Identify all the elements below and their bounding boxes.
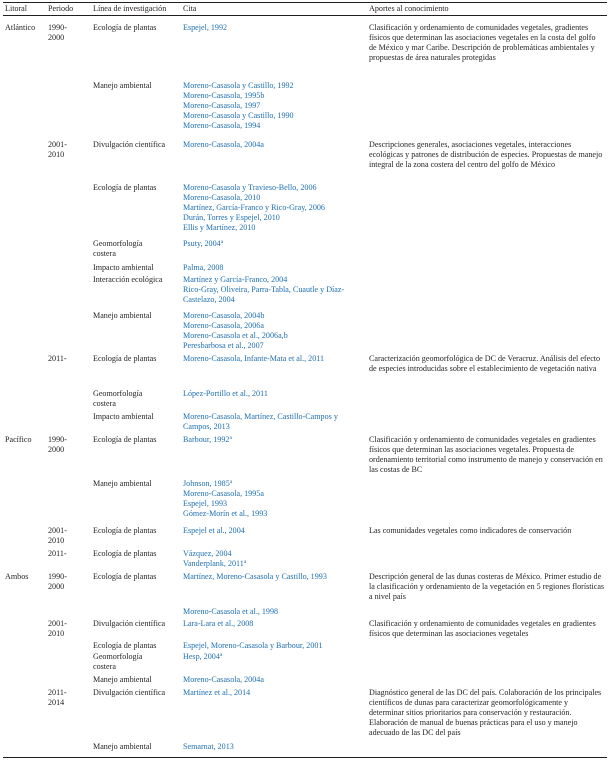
citation-text: Peresbarbosa et al., 2007: [183, 341, 264, 351]
citation-link[interactable]: [183, 354, 324, 364]
cell-linea: Ecología de plantas: [93, 354, 157, 363]
citation-text: Moreno-Casasola, Infante-Mata et al., 2011: [183, 354, 325, 363]
cell-periodo: 2001- 2010: [48, 140, 67, 159]
citation-text: Moreno-Casasola, 2010: [183, 193, 261, 203]
citation-link[interactable]: [183, 389, 268, 399]
citation-text: Durán, Torres y Espejel, 2010: [183, 213, 280, 223]
citation-link[interactable]: [183, 183, 317, 193]
citation-link[interactable]: [183, 111, 294, 121]
citation-text: Gómez-Morín et al., 1993: [183, 509, 268, 519]
cell-aportes: Las comunidades vegetales como indicadores de conservación: [369, 526, 572, 535]
citation-text: Johnson, 1985: [183, 479, 230, 488]
citation-text: Moreno-Casasola y Travieso-Bello, 2006: [183, 183, 317, 192]
citation-text: Moreno-Casasola, 1995b: [183, 91, 265, 101]
citation-text: Martínez y García-Franco, 2004: [183, 275, 288, 284]
citation-text: Martínez et al., 2014: [183, 688, 251, 697]
citation-link[interactable]: [183, 607, 278, 617]
cell-aportes: Clasificación y ordenamiento de comunidades vegetales en gradientes físicos que determinan las asociaciones vegetales. Propuesta de ordenamiento territorial como instrumento de manejo y conservación en las costas de BC: [369, 435, 603, 474]
citation-text: Espejel, 1992: [183, 23, 228, 32]
citation-link[interactable]: [183, 675, 264, 685]
cell-periodo: 2011-: [48, 354, 67, 363]
citation-link[interactable]: [183, 479, 232, 489]
citation-text: Moreno-Casasola y Castillo, 1990: [183, 111, 294, 121]
cell-litoral: Ambos: [5, 572, 29, 581]
citation-link[interactable]: [183, 275, 287, 285]
citation-text: Moreno-Casasola, 2004b: [183, 311, 265, 320]
citation-link[interactable]: [183, 688, 250, 698]
citation-text: Martínez, García-Franco y Rico-Gray, 2006: [183, 203, 325, 213]
cell-linea: Manejo ambiental: [93, 675, 152, 684]
citation-text: Moreno-Casasola y Castillo, 1992: [183, 81, 294, 90]
cell-periodo: 2011- 2014: [48, 688, 67, 707]
citation-link[interactable]: [183, 435, 232, 445]
cell-periodo: 1990- 2000: [48, 572, 67, 591]
cell-aportes: Caracterización geomorfológica de DC de Veracruz. Análisis del efecto de especies introducidas sobre el establecimiento de vegetación nativa: [369, 354, 601, 373]
cell-periodo: 2001- 2010: [48, 619, 67, 638]
citation-text: Vanderplank, 2011: [183, 559, 244, 569]
header-cita: Cita: [183, 4, 197, 13]
citation-link[interactable]: [183, 412, 361, 432]
citation-link[interactable]: [183, 641, 323, 651]
cell-linea: Manejo ambiental: [93, 81, 152, 90]
citation-link[interactable]: [183, 223, 255, 233]
cell-linea: Ecología de plantas: [93, 549, 157, 558]
citation-link[interactable]: [183, 121, 260, 131]
citation-link[interactable]: [183, 559, 246, 569]
cell-litoral: Pacífico: [5, 435, 32, 444]
citation-link[interactable]: [183, 742, 234, 752]
citation-link[interactable]: [183, 193, 260, 203]
citation-text: López-Portillo et al., 2011: [183, 389, 268, 398]
cell-linea: Manejo ambiental: [93, 479, 152, 488]
cell-linea: Ecología de plantas: [93, 641, 157, 650]
citation-link[interactable]: [183, 509, 267, 519]
cell-linea: Geomorfología costera: [93, 652, 143, 671]
citation-link[interactable]: [183, 341, 264, 351]
footnote-marker: a: [229, 435, 232, 441]
cell-periodo: 1990- 2000: [48, 435, 67, 454]
cell-linea: Manejo ambiental: [93, 311, 152, 320]
cell-aportes: Clasificación y ordenamiento de comunidades vegetales en gradientes físicos que determinan las asociaciones vegetales: [369, 619, 596, 638]
citation-link[interactable]: [183, 489, 264, 499]
header-aportes: Aportes al conocimiento: [369, 4, 449, 13]
cell-linea: Geomorfología costera: [93, 389, 143, 408]
citation-link[interactable]: [183, 23, 227, 33]
citation-text: Moreno-Casasola et al., 2006a,b: [183, 331, 288, 341]
citation-link[interactable]: [183, 203, 325, 213]
citation-link[interactable]: [183, 285, 361, 305]
citation-link[interactable]: [183, 263, 223, 273]
cell-periodo: 1990- 2000: [48, 23, 67, 42]
cell-aportes: Descripciones generales, asociaciones vegetales, interacciones ecológicas y patrones de distribución de especies. Propuestas de manejo integral de la zona costera del centro del golfo de México: [369, 140, 603, 169]
citation-link[interactable]: [183, 572, 327, 582]
citation-link[interactable]: [183, 499, 227, 509]
footnote-marker: a: [229, 479, 233, 485]
cell-linea: Divulgación científica: [93, 619, 166, 628]
cell-linea: Manejo ambiental: [93, 742, 152, 751]
cell-linea: Ecología de plantas: [93, 572, 157, 581]
cell-periodo: 2011-: [48, 549, 67, 558]
citation-link[interactable]: [183, 526, 245, 536]
citation-text: Martínez, Moreno-Casasola y Castillo, 1993: [183, 572, 327, 581]
citation-text: Vázquez, 2004: [183, 549, 232, 558]
cell-linea: Impacto ambiental: [93, 412, 154, 421]
header-rule: [3, 15, 607, 16]
citation-text: Hesp, 2004: [183, 652, 220, 661]
citation-text: Espejel, 1993: [183, 499, 228, 509]
citation-text: Espejel, Moreno-Casasola y Barbour, 2001: [183, 641, 323, 650]
cell-linea: Interacción ecológica: [93, 275, 163, 284]
citation-text: Moreno-Casasola, Martínez, Castillo-Campos y Campos, 2013: [183, 412, 338, 431]
cell-periodo: 2001- 2010: [48, 526, 67, 545]
top-rule: [3, 2, 607, 3]
citation-link[interactable]: [183, 311, 264, 321]
citation-text: Moreno-Casasola, 2006a: [183, 321, 264, 331]
citation-text: Moreno-Casasola, 1994: [183, 121, 261, 131]
header-periodo: Periodo: [48, 4, 74, 13]
citation-link[interactable]: [183, 239, 223, 249]
citation-link[interactable]: [183, 549, 232, 559]
citation-link[interactable]: [183, 101, 260, 111]
citation-link[interactable]: [183, 140, 264, 150]
cell-linea: Ecología de plantas: [93, 435, 157, 444]
cell-litoral: Atlántico: [5, 23, 36, 32]
citation-link[interactable]: [183, 619, 253, 629]
footnote-marker: a: [220, 239, 224, 245]
header-litoral: Litoral: [5, 4, 28, 13]
cell-aportes: Descripción general de las dunas costeras de México. Primer estudio de la clasificación y ordenamiento de la vegetación en 5 regiones florísticas a nivel país: [369, 572, 605, 601]
citation-text: Espejel et al., 2004: [183, 526, 245, 535]
citation-link[interactable]: [183, 652, 222, 662]
citation-link[interactable]: [183, 213, 280, 223]
footnote-marker: a: [219, 652, 223, 658]
citation-text: Semarnat, 2013: [183, 742, 234, 751]
header-linea: Línea de investigación: [93, 4, 167, 13]
citation-text: Moreno-Casasola, 2004a: [183, 675, 264, 684]
cell-linea: Impacto ambiental: [93, 263, 154, 272]
citation-text: Moreno-Casasola et al., 1998: [183, 607, 279, 616]
citation-text: Moreno-Casasola, 1995a: [183, 489, 264, 499]
cell-aportes: Clasificación y ordenamiento de comunidades vegetales, gradientes físicos que determinan las asociaciones vegetales en la costa del golfo de México y mar Caribe. Descripción de problemáticas ambientales y propuestas de área naturales protegidas: [369, 23, 596, 62]
cell-linea: Ecología de plantas: [93, 23, 157, 32]
bottom-rule: [3, 757, 607, 758]
citation-text: Moreno-Casasola, 1997: [183, 101, 261, 111]
citation-text: Moreno-Casasola, 2004a: [183, 140, 264, 149]
citation-link[interactable]: [183, 321, 264, 331]
cell-linea: Divulgación científica: [93, 688, 166, 697]
citation-link[interactable]: [183, 91, 264, 101]
footnote-marker: a: [243, 559, 247, 566]
cell-linea: Ecología de plantas: [93, 526, 157, 535]
cell-aportes: Diagnóstico general de las DC del país. Colaboración de los principales científicos de dunas para caracterizar geomorfológicamente y determinar sitios prioritarios para conservación y restauración. Elaboración de manual de buenas prácticas para el uso y manejo adecuado de las DC del país: [369, 688, 602, 737]
citation-text: Palma, 2008: [183, 263, 224, 272]
cell-linea: Divulgación científica: [93, 140, 166, 149]
cell-linea: Ecología de plantas: [93, 183, 157, 192]
citation-link[interactable]: [183, 81, 294, 91]
citation-text: Lara-Lara et al., 2008: [183, 619, 254, 628]
citation-link[interactable]: [183, 331, 288, 341]
citation-text: Psuty, 2004: [183, 239, 221, 248]
citation-text: Rico-Gray, Oliveira, Parra-Tabla, Cuautle y Díaz-Castelazo, 2004: [183, 285, 345, 305]
citation-text: Barbour, 1992: [183, 435, 230, 444]
citation-text: Ellis y Martínez, 2010: [183, 223, 256, 233]
cell-linea: Geomorfología costera: [93, 239, 143, 258]
